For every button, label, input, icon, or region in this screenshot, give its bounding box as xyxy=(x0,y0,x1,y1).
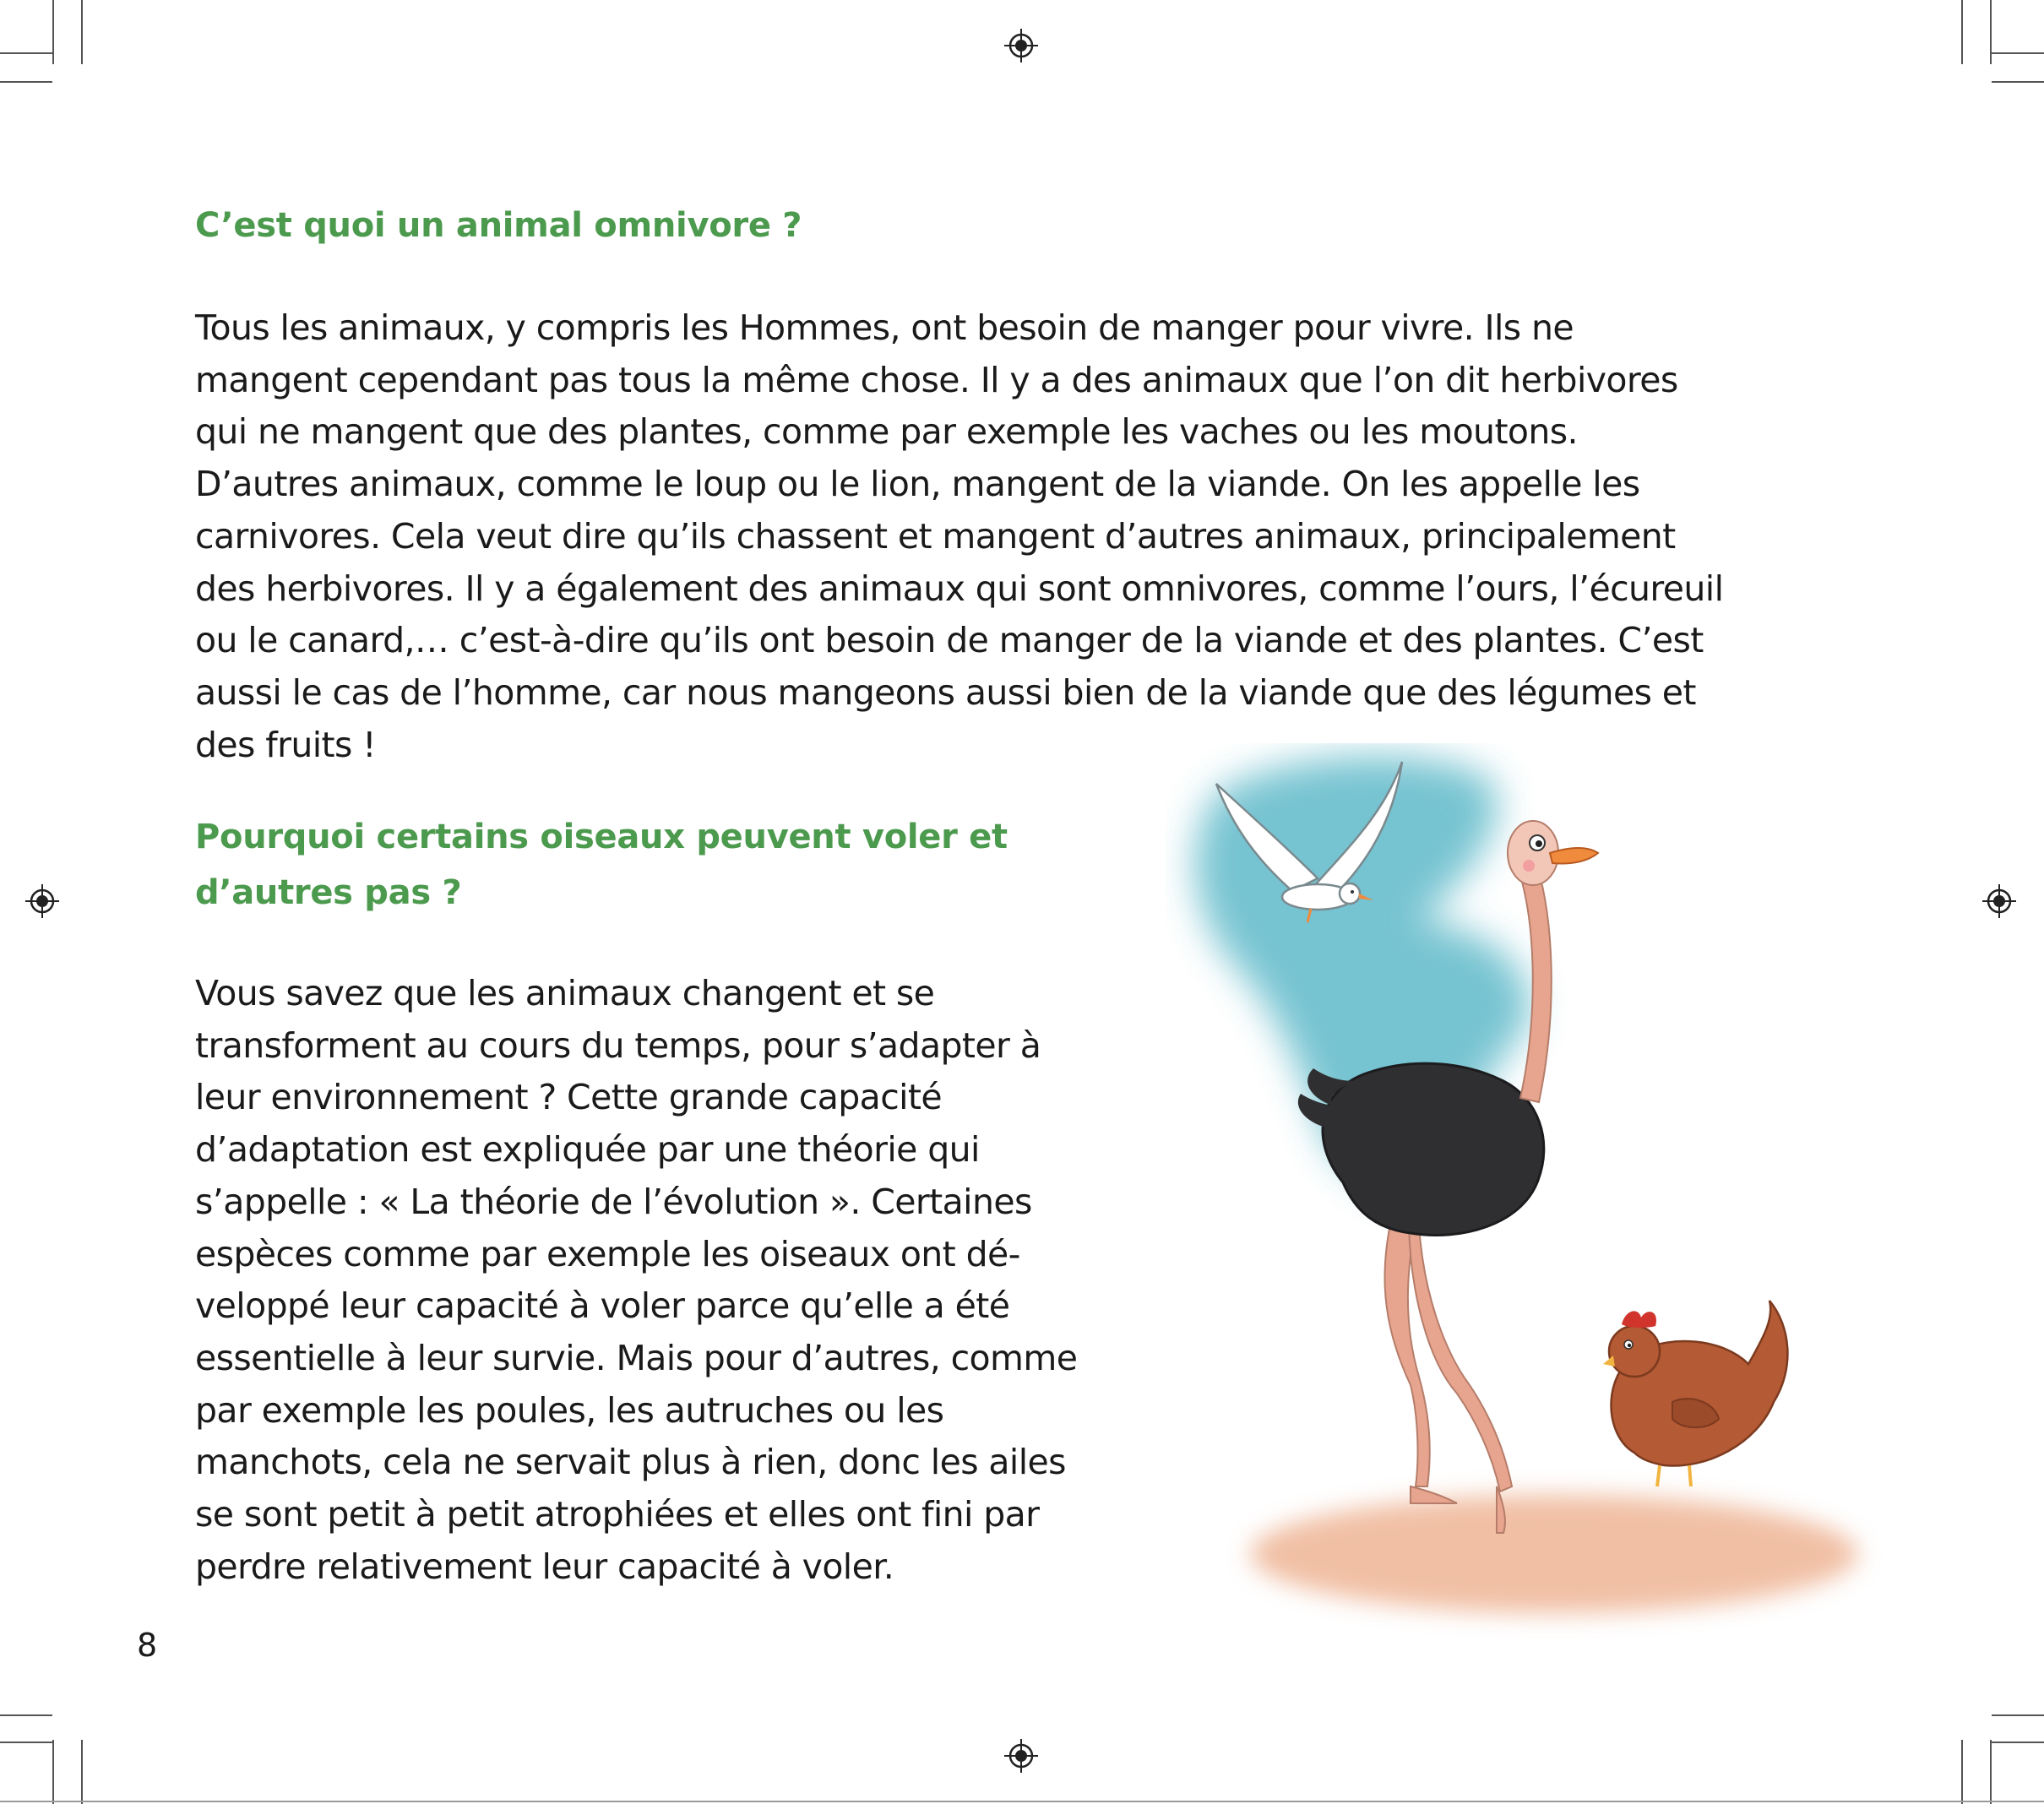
text-line: veloppé leur capacité à voler parce qu’elle a été xyxy=(195,1285,1010,1327)
crop-mark xyxy=(1961,0,1963,64)
section-heading-birds xyxy=(195,809,1124,921)
crop-mark xyxy=(1990,1740,1992,1804)
text-line: qui ne mangent que des plantes, comme par exemple les vaches ou les moutons. xyxy=(195,411,1578,453)
text-line: mangent cependant pas tous la même chose. Il y a des animaux que l’on dit herbivores xyxy=(195,359,1678,400)
text-line: Vous savez que les animaux changent et se xyxy=(195,973,935,1013)
page-number: 8 xyxy=(137,1627,158,1664)
section-heading-omnivore: C’est quoi un animal omnivore ? xyxy=(195,206,802,245)
crop-mark xyxy=(52,1740,54,1804)
crop-mark xyxy=(81,0,83,64)
crop-mark xyxy=(52,0,54,64)
illustration-birds xyxy=(1166,743,1884,1638)
section-paragraph-birds xyxy=(195,968,1166,1593)
crop-mark xyxy=(0,52,52,54)
ground-wash xyxy=(1250,1495,1858,1613)
crop-mark xyxy=(1961,1740,1963,1804)
crop-mark xyxy=(1990,0,1992,64)
text-line: leur environnement ? Cette grande capacité xyxy=(195,1077,943,1118)
crop-mark xyxy=(1992,1714,2044,1716)
registration-mark-icon xyxy=(1003,1737,1040,1774)
text-line: D’autres animaux, comme le loup ou le lion, mangent de la viande. On les appelle les xyxy=(195,464,1640,505)
text-line: carnivores. Cela veut dire qu’ils chassent et mangent d’autres animaux, principalement xyxy=(195,515,1676,557)
crop-mark xyxy=(1992,81,2044,83)
text-line: se sont petit à petit atrophiées et elles ont fini par xyxy=(195,1494,1040,1535)
text-line: s’appelle : « La théorie de l’évolution ». Certaines xyxy=(195,1181,1032,1222)
heading-line: d’autres pas ? xyxy=(195,873,462,912)
crop-mark xyxy=(0,1742,52,1743)
text-line: ou le canard,… c’est-à-dire qu’ils ont besoin de manger de la viande et des plantes. C’est xyxy=(195,620,1704,661)
hen-icon xyxy=(1603,1301,1787,1486)
crop-mark xyxy=(1992,52,2044,54)
crop-mark xyxy=(81,1740,83,1804)
text-line: Tous les animaux, y compris les Hommes, ont besoin de manger pour vivre. Ils ne xyxy=(195,307,1574,348)
heading-line: Pourquoi certains oiseaux peuvent voler et xyxy=(195,818,1008,856)
text-line: espèces comme par exemple les oiseaux ont dé- xyxy=(195,1233,1020,1274)
crop-mark xyxy=(0,1714,52,1716)
text-line: aussi le cas de l’homme, car nous mangeons aussi bien de la viande que des légumes et xyxy=(195,671,1696,713)
text-line: d’adaptation est expliquée par une théorie qui xyxy=(195,1129,980,1171)
crop-mark xyxy=(1992,1742,2044,1743)
text-line: manchots, cela ne servait plus à rien, donc les ailes xyxy=(195,1442,1066,1483)
section-paragraph-omnivore xyxy=(195,302,1884,771)
registration-mark-icon xyxy=(1981,883,2018,920)
text-line: des herbivores. Il y a également des animaux qui sont omnivores, comme l’ours, l’écureuil xyxy=(195,568,1724,609)
page-bottom-edge xyxy=(0,1801,2044,1802)
text-line: transforment au cours du temps, pour s’adapter à xyxy=(195,1024,1041,1066)
registration-mark-icon xyxy=(24,883,61,920)
text-line: par exemple les poules, les autruches ou les xyxy=(195,1389,944,1431)
text-line: perdre relativement leur capacité à voler. xyxy=(195,1546,894,1587)
text-line: essentielle à leur survie. Mais pour d’autres, comme xyxy=(195,1337,1078,1378)
crop-mark xyxy=(0,81,52,83)
text-line: des fruits ! xyxy=(195,724,377,765)
registration-mark-icon xyxy=(1003,27,1040,64)
